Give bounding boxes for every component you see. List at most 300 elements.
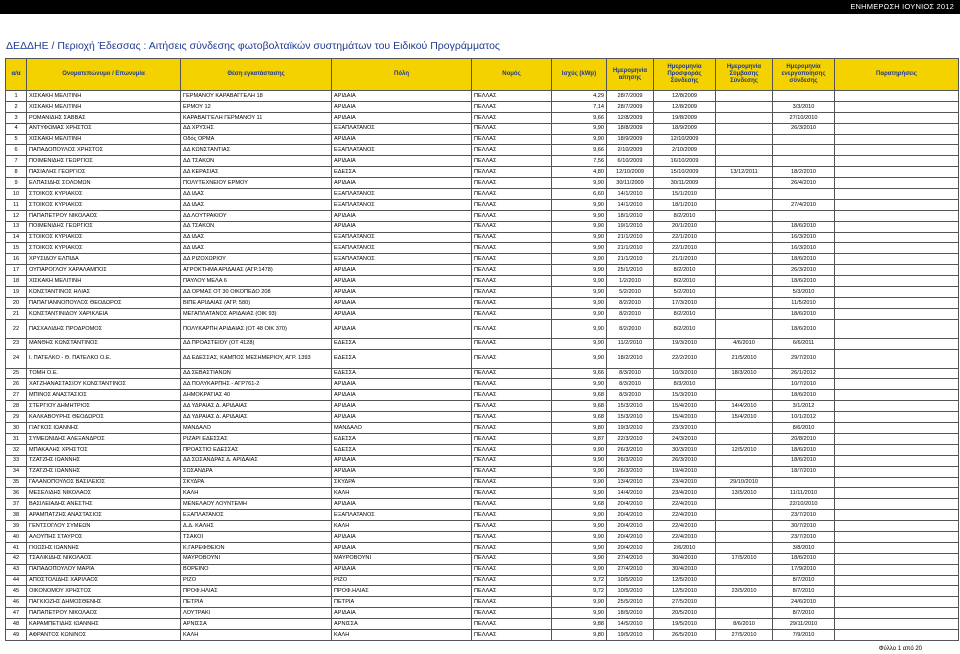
cell-city: ΑΡΙΔΑΙΑ — [332, 287, 472, 298]
cell-remarks — [835, 221, 959, 232]
cell-contract-date — [716, 455, 773, 466]
cell-activation-date: 8/7/2010 — [773, 586, 835, 597]
cell-power: 9,90 — [552, 319, 607, 338]
cell-city: ΑΡΙΔΑΙΑ — [332, 265, 472, 276]
cell-offer-date: 17/3/2010 — [654, 297, 716, 308]
cell-city: ΑΡΙΔΑΙΑ — [332, 542, 472, 553]
cell-activation-date: 18/2/2010 — [773, 167, 835, 178]
cell-city: ΕΔΕΣΣΑ — [332, 167, 472, 178]
cell-aa: 22 — [6, 319, 27, 338]
cell-application-date: 30/11/2009 — [607, 178, 654, 189]
cell-location: ΚΑΡΑΒΑΓΓΕΛΗ ΓΕΡΜΑΝΟΥ 11 — [181, 112, 332, 123]
cell-name: ΚΑΡΑΜΠΕΤΙΔΗΣ ΙΩΑΝΝΗΣ — [27, 619, 181, 630]
table-row — [6, 156, 959, 167]
cell-remarks — [835, 167, 959, 178]
cell-contract-date: 23/5/2010 — [716, 586, 773, 597]
cell-application-date: 8/3/2010 — [607, 379, 654, 390]
cell-aa: 44 — [6, 575, 27, 586]
cell-city: ΠΕΤΡΙΑ — [332, 597, 472, 608]
table-row — [6, 575, 959, 586]
cell-offer-date: 23/4/2010 — [654, 477, 716, 488]
cell-application-date: 15/3/2010 — [607, 412, 654, 423]
cell-remarks — [835, 349, 959, 368]
cell-name: ΤΖΑΤΖΗΣ ΙΩΑΝΝΗΣ — [27, 455, 181, 466]
cell-location: ΔΔ ΥΔΡΑΙΑΣ Δ. ΑΡΙΔΑΙΑΣ — [181, 412, 332, 423]
table-row — [6, 499, 959, 510]
cell-name: ΠΑΠΑΔΟΠΟΥΛΟΣ ΧΡΗΣΤΟΣ — [27, 145, 181, 156]
cell-remarks — [835, 608, 959, 619]
cell-city: ΑΡΙΔΑΙΑ — [332, 401, 472, 412]
cell-remarks — [835, 308, 959, 319]
cell-power: 9,90 — [552, 444, 607, 455]
cell-offer-date: 22/1/2010 — [654, 243, 716, 254]
cell-power: 6,60 — [552, 189, 607, 200]
cell-remarks — [835, 123, 959, 134]
cell-location: ΔΔ ΚΕΡΑΣΙΑΣ — [181, 167, 332, 178]
cell-application-date: 20/4/2010 — [607, 499, 654, 510]
cell-remarks — [835, 379, 959, 390]
cell-aa: 41 — [6, 542, 27, 553]
cell-power: 9,68 — [552, 499, 607, 510]
cell-city: ΑΡΙΔΑΙΑ — [332, 390, 472, 401]
table-row — [6, 401, 959, 412]
cell-application-date: 25/1/2010 — [607, 265, 654, 276]
cell-activation-date: 26/3/2010 — [773, 265, 835, 276]
cell-activation-date — [773, 134, 835, 145]
cell-name: ΟΙΚΟΝΟΜΟΥ ΧΡΗΣΤΟΣ — [27, 586, 181, 597]
cell-power: 9,90 — [552, 232, 607, 243]
cell-prefecture: ΠΕΛΛΑΣ — [472, 477, 552, 488]
cell-remarks — [835, 499, 959, 510]
cell-power: 9,90 — [552, 510, 607, 521]
cell-activation-date: 10/7/2010 — [773, 379, 835, 390]
cell-name: ΚΩΝΣΤΑΝΤΙΝΙΔΟΥ ΧΑΡΙΚΛΕΙΑ — [27, 308, 181, 319]
cell-city: ΑΡΝΙΣΣΑ — [332, 619, 472, 630]
cell-activation-date: 18/6/2010 — [773, 221, 835, 232]
cell-location: ΕΞΑΠΛΑΤΑΝΟΣ — [181, 510, 332, 521]
cell-contract-date: 13/5/2010 — [716, 488, 773, 499]
cell-offer-date: 26/5/2010 — [654, 629, 716, 640]
cell-aa: 24 — [6, 349, 27, 368]
cell-name: ΠΑΠΑΔΟΠΟΥΛΟΥ ΜΑΡΙΑ — [27, 564, 181, 575]
cell-city: ΑΡΙΔΑΙΑ — [332, 210, 472, 221]
cell-application-date: 26/3/2010 — [607, 444, 654, 455]
cell-location: ΣΩΣΑΝΔΡΑ — [181, 466, 332, 477]
cell-aa: 33 — [6, 455, 27, 466]
cell-power: 9,90 — [552, 455, 607, 466]
cell-activation-date: 18/6/2010 — [773, 276, 835, 287]
cell-remarks — [835, 297, 959, 308]
table-row — [6, 308, 959, 319]
cell-activation-date: 16/3/2010 — [773, 243, 835, 254]
cell-contract-date — [716, 379, 773, 390]
cell-offer-date: 15/4/2010 — [654, 401, 716, 412]
cell-application-date: 18/9/2009 — [607, 134, 654, 145]
table-row — [6, 597, 959, 608]
cell-name: ΣΤΟΙΚΟΣ ΚΥΡΙΑΚΟΣ — [27, 189, 181, 200]
cell-city: ΕΞΑΠΛΑΤΑΝΟΣ — [332, 243, 472, 254]
cell-power: 9,90 — [552, 379, 607, 390]
cell-power: 9,68 — [552, 401, 607, 412]
cell-aa: 19 — [6, 287, 27, 298]
cell-application-date: 6/10/2009 — [607, 156, 654, 167]
cell-name: ΠΑΣΙΑΛΗΣ ΓΕΩΡΓΙΟΣ — [27, 167, 181, 178]
update-banner-label: ΕΝΗΜΕΡΩΣΗ ΙΟΥΝΙΟΣ 2012 — [850, 2, 954, 11]
cell-remarks — [835, 455, 959, 466]
cell-name: ΣΥΜΕΩΝΙΔΗΣ ΑΛΕΞΑΝΔΡΟΣ — [27, 433, 181, 444]
cell-activation-date: 7/9/2010 — [773, 629, 835, 640]
col-header-location: Θέση εγκατάστασης — [181, 59, 332, 91]
cell-location: ΔΔ ΤΣΑΚΩΝ — [181, 156, 332, 167]
cell-prefecture: ΠΕΛΛΑΣ — [472, 265, 552, 276]
cell-location: Δ.Δ. ΚΑΛΗΣ — [181, 521, 332, 532]
cell-power: 9,90 — [552, 531, 607, 542]
cell-power: 9,68 — [552, 390, 607, 401]
cell-activation-date: 20/8/2010 — [773, 433, 835, 444]
cell-power: 9,66 — [552, 112, 607, 123]
cell-remarks — [835, 531, 959, 542]
cell-power: 9,90 — [552, 265, 607, 276]
cell-contract-date: 27/5/2010 — [716, 629, 773, 640]
table-row — [6, 629, 959, 640]
cell-application-date: 27/4/2010 — [607, 564, 654, 575]
cell-application-date: 19/3/2010 — [607, 423, 654, 434]
cell-remarks — [835, 488, 959, 499]
cell-power: 9,90 — [552, 221, 607, 232]
cell-prefecture: ΠΕΛΛΑΣ — [472, 349, 552, 368]
table-row — [6, 433, 959, 444]
cell-location: ΠΕΤΡΙΑ — [181, 597, 332, 608]
cell-application-date: 15/3/2010 — [607, 401, 654, 412]
cell-contract-date — [716, 521, 773, 532]
cell-application-date: 21/1/2010 — [607, 232, 654, 243]
cell-name: ΟΥΠΑΡΟΓΛΟΥ ΧΑΡΑΛΑΜΠΟΣ — [27, 265, 181, 276]
top-banner — [0, 0, 960, 14]
cell-activation-date: 18/6/2010 — [773, 254, 835, 265]
cell-location: ΚΑΛΗ — [181, 488, 332, 499]
cell-aa: 11 — [6, 199, 27, 210]
cell-activation-date: 18/6/2010 — [773, 455, 835, 466]
page-title: ΔΕΔΔΗΕ / Περιοχή Έδεσσας : Αιτήσεις σύνδεσης φωτοβολταϊκών συστημάτων του Ειδικού Προγράμματος — [6, 40, 500, 52]
cell-name: ΠΑΠΑΓΙΑΝΝΟΠΟΥΛΟΣ ΘΕΟΔΩΡΟΣ — [27, 297, 181, 308]
cell-application-date: 18/8/2009 — [607, 123, 654, 134]
cell-application-date: 12/8/2009 — [607, 112, 654, 123]
cell-offer-date: 30/4/2010 — [654, 553, 716, 564]
cell-power: 9,88 — [552, 619, 607, 630]
cell-remarks — [835, 112, 959, 123]
cell-activation-date: 8/6/2010 — [773, 423, 835, 434]
cell-offer-date: 12/8/2009 — [654, 91, 716, 102]
cell-aa: 40 — [6, 531, 27, 542]
cell-application-date: 8/2/2010 — [607, 308, 654, 319]
cell-location: ΔΔ ΚΩΝΣΤΑΝΤΙΑΣ — [181, 145, 332, 156]
table-row — [6, 553, 959, 564]
cell-application-date: 10/5/2010 — [607, 575, 654, 586]
cell-location: Οδός ΟΡΜΑ — [181, 134, 332, 145]
cell-remarks — [835, 156, 959, 167]
cell-contract-date — [716, 319, 773, 338]
cell-contract-date — [716, 608, 773, 619]
cell-location: ΔΔ ΣΕΒΑΣΤΙΑΝΩΝ — [181, 368, 332, 379]
cell-application-date: 21/1/2010 — [607, 243, 654, 254]
cell-offer-date: 22/4/2010 — [654, 531, 716, 542]
table-row — [6, 477, 959, 488]
cell-name: ΠΟΙΜΕΝΙΔΗΣ ΓΕΩΡΓΙΟΣ — [27, 221, 181, 232]
cell-location: ΠΟΛΥΚΑΡΠΗ ΑΡΙΔΑΙΑΣ (ΟΤ 48 ΟΙΚ 370) — [181, 319, 332, 338]
col-header-activation-date: Ημερομηνία ενεργοποίησης σύνδεσης — [773, 59, 835, 91]
cell-activation-date: 10/1/2012 — [773, 412, 835, 423]
table-row — [6, 276, 959, 287]
cell-activation-date: 3/3/2010 — [773, 101, 835, 112]
cell-aa: 1 — [6, 91, 27, 102]
applications-table — [5, 58, 959, 641]
cell-aa: 34 — [6, 466, 27, 477]
cell-location: ΔΔ ΥΔΡΑΙΑΣ Δ. ΑΡΙΔΑΙΑΣ — [181, 401, 332, 412]
cell-city: ΑΡΙΔΑΙΑ — [332, 134, 472, 145]
cell-application-date: 28/7/2009 — [607, 91, 654, 102]
cell-city: ΕΞΑΠΛΑΤΑΝΟΣ — [332, 145, 472, 156]
cell-aa: 49 — [6, 629, 27, 640]
cell-remarks — [835, 597, 959, 608]
cell-offer-date: 30/11/2009 — [654, 178, 716, 189]
cell-location: ΠΟΛΥΤΕΧΝΕΙΟΥ ΕΡΜΟΥ — [181, 178, 332, 189]
cell-activation-date: 30/7/2010 — [773, 521, 835, 532]
table-row — [6, 297, 959, 308]
cell-offer-date: 10/3/2010 — [654, 368, 716, 379]
table-row — [6, 338, 959, 349]
cell-offer-date: 19/4/2010 — [654, 466, 716, 477]
cell-contract-date: 8/6/2010 — [716, 619, 773, 630]
cell-power: 4,80 — [552, 167, 607, 178]
cell-remarks — [835, 619, 959, 630]
cell-remarks — [835, 586, 959, 597]
cell-city: ΑΡΙΔΑΙΑ — [332, 156, 472, 167]
cell-city: ΑΡΙΔΑΙΑ — [332, 379, 472, 390]
cell-offer-date: 23/3/2010 — [654, 423, 716, 434]
cell-contract-date — [716, 112, 773, 123]
cell-aa: 2 — [6, 101, 27, 112]
cell-application-date: 8/2/2010 — [607, 319, 654, 338]
cell-aa: 48 — [6, 619, 27, 630]
cell-contract-date — [716, 189, 773, 200]
cell-offer-date: 15/3/2010 — [654, 390, 716, 401]
cell-offer-date: 30/3/2010 — [654, 444, 716, 455]
cell-location: ΚΑΛΗ — [181, 629, 332, 640]
cell-power: 9,87 — [552, 433, 607, 444]
cell-prefecture: ΠΕΛΛΑΣ — [472, 232, 552, 243]
table-header-row — [6, 59, 959, 91]
cell-name: ΣΤΟΙΚΟΣ ΚΥΡΙΑΚΟΣ — [27, 243, 181, 254]
table-row — [6, 91, 959, 102]
col-header-application-date: Ημερομηνία αίτησης — [607, 59, 654, 91]
cell-aa: 37 — [6, 499, 27, 510]
cell-offer-date: 8/2/2010 — [654, 265, 716, 276]
cell-activation-date: 18/6/2010 — [773, 308, 835, 319]
cell-remarks — [835, 510, 959, 521]
cell-name: ΣΤΟΙΚΟΣ ΚΥΡΙΑΚΟΣ — [27, 199, 181, 210]
cell-prefecture: ΠΕΛΛΑΣ — [472, 423, 552, 434]
cell-prefecture: ΠΕΛΛΑΣ — [472, 189, 552, 200]
table-row — [6, 112, 959, 123]
cell-offer-date: 8/2/2010 — [654, 276, 716, 287]
cell-city: ΑΡΙΔΑΙΑ — [332, 112, 472, 123]
cell-contract-date — [716, 254, 773, 265]
table-row — [6, 542, 959, 553]
cell-prefecture: ΠΕΛΛΑΣ — [472, 101, 552, 112]
cell-power: 9,80 — [552, 629, 607, 640]
cell-contract-date — [716, 466, 773, 477]
col-header-city: Πόλη — [332, 59, 472, 91]
cell-prefecture: ΠΕΛΛΑΣ — [472, 276, 552, 287]
cell-offer-date: 8/3/2010 — [654, 379, 716, 390]
cell-power: 9,90 — [552, 199, 607, 210]
cell-city: ΡΙΖΟ — [332, 575, 472, 586]
cell-remarks — [835, 232, 959, 243]
cell-name: ΧΙΣΚΑΚΗ ΜΕΛΙΤΙΝΗ — [27, 91, 181, 102]
cell-contract-date — [716, 531, 773, 542]
cell-name: ΧΡΥΣΙΔΟΥ ΕΛΠΙΔΑ — [27, 254, 181, 265]
cell-aa: 28 — [6, 401, 27, 412]
cell-activation-date: 26/4/2010 — [773, 178, 835, 189]
cell-activation-date: 22/10/2010 — [773, 499, 835, 510]
cell-activation-date: 18/7/2010 — [773, 466, 835, 477]
col-header-offer-date: Ημερομηνία Προσφοράς Σύνδεσης — [654, 59, 716, 91]
cell-remarks — [835, 542, 959, 553]
table-row — [6, 221, 959, 232]
cell-location: ΔΔ ΙΔΑΣ — [181, 199, 332, 210]
cell-power: 9,90 — [552, 477, 607, 488]
cell-city: ΕΞΑΠΛΑΤΑΝΟΣ — [332, 123, 472, 134]
cell-prefecture: ΠΕΛΛΑΣ — [472, 629, 552, 640]
cell-remarks — [835, 629, 959, 640]
cell-aa: 8 — [6, 167, 27, 178]
cell-offer-date: 2/10/2009 — [654, 145, 716, 156]
cell-city: ΕΔΕΣΣΑ — [332, 444, 472, 455]
cell-name: ΓΙΑΓΚΟΣ ΙΩΑΝΝΗΣ — [27, 423, 181, 434]
cell-aa: 21 — [6, 308, 27, 319]
cell-activation-date: 16/3/2010 — [773, 232, 835, 243]
cell-location: ΔΔ ΤΣΑΚΩΝ — [181, 221, 332, 232]
cell-aa: 4 — [6, 123, 27, 134]
cell-activation-date: 26/3/2010 — [773, 123, 835, 134]
cell-location: ΠΑΥΛΟΥ ΜΕΛΑ 6 — [181, 276, 332, 287]
cell-name: ΣΤΕΡΓΙΟΥ ΔΗΜΗΤΡΙΟΣ — [27, 401, 181, 412]
cell-location: ΡΙΖΑΡΙ ΕΔΕΣΣΑΣ — [181, 433, 332, 444]
cell-offer-date: 12/8/2009 — [654, 101, 716, 112]
cell-activation-date: 29/7/2010 — [773, 349, 835, 368]
cell-location: ΔΔ ΟΡΜΑΣ ΟΤ 30 ΟΙΚΟΠΕΔΟ 208 — [181, 287, 332, 298]
cell-prefecture: ΠΕΛΛΑΣ — [472, 608, 552, 619]
cell-remarks — [835, 91, 959, 102]
cell-city: ΑΡΙΔΑΙΑ — [332, 221, 472, 232]
cell-power: 9,90 — [552, 608, 607, 619]
cell-contract-date: 12/5/2010 — [716, 444, 773, 455]
cell-name: ΤΖΑΤΖΗΣ ΙΩΑΝΝΗΣ — [27, 466, 181, 477]
cell-aa: 35 — [6, 477, 27, 488]
cell-city: ΑΡΙΔΑΙΑ — [332, 319, 472, 338]
cell-remarks — [835, 276, 959, 287]
cell-prefecture: ΠΕΛΛΑΣ — [472, 542, 552, 553]
cell-prefecture: ΠΕΛΛΑΣ — [472, 112, 552, 123]
cell-city: ΕΔΕΣΣΑ — [332, 349, 472, 368]
cell-location: ΒΟΡΕΙΝΟ — [181, 564, 332, 575]
cell-activation-date: 26/1/2012 — [773, 368, 835, 379]
cell-application-date: 22/3/2010 — [607, 433, 654, 444]
cell-remarks — [835, 433, 959, 444]
cell-location: ΜΑΝΔΑΛΟ — [181, 423, 332, 434]
cell-power: 9,90 — [552, 466, 607, 477]
cell-aa: 26 — [6, 379, 27, 390]
cell-aa: 9 — [6, 178, 27, 189]
cell-prefecture: ΠΕΛΛΑΣ — [472, 221, 552, 232]
cell-offer-date: 22/4/2010 — [654, 510, 716, 521]
col-header-name: Ονοματεπώνυμο / Επωνυμία — [27, 59, 181, 91]
cell-name: ΒΑΣΙΛΕΙΑΔΗΣ ΑΝΕΣΤΗΣ — [27, 499, 181, 510]
cell-offer-date: 22/2/2010 — [654, 349, 716, 368]
cell-prefecture: ΠΕΛΛΑΣ — [472, 319, 552, 338]
cell-remarks — [835, 319, 959, 338]
cell-application-date: 18/2/2010 — [607, 349, 654, 368]
cell-contract-date: 14/4/2010 — [716, 401, 773, 412]
cell-remarks — [835, 101, 959, 112]
cell-name: ΚΑΛΚΑΒΟΥΡΗΣ ΘΕΟΔΩΡΟΣ — [27, 412, 181, 423]
col-header-remarks: Παρατηρήσεις — [835, 59, 959, 91]
cell-aa: 18 — [6, 276, 27, 287]
cell-application-date: 13/4/2010 — [607, 477, 654, 488]
cell-prefecture: ΠΕΛΛΑΣ — [472, 444, 552, 455]
cell-aa: 31 — [6, 433, 27, 444]
cell-offer-date: 22/1/2010 — [654, 232, 716, 243]
cell-city: ΑΡΙΔΑΙΑ — [332, 531, 472, 542]
table-row — [6, 189, 959, 200]
col-header-aa: α/α — [6, 59, 27, 91]
cell-aa: 10 — [6, 189, 27, 200]
cell-contract-date — [716, 134, 773, 145]
cell-location: ΜΑΥΡΟΒΟΥΝΙ — [181, 553, 332, 564]
cell-aa: 25 — [6, 368, 27, 379]
cell-aa: 36 — [6, 488, 27, 499]
col-header-contract-date: Ημερομηνία Σύμβασης Σύνδεσης — [716, 59, 773, 91]
cell-location: ΠΡΟΑΣΤΙΟ ΕΔΕΣΣΑΣ — [181, 444, 332, 455]
cell-contract-date — [716, 423, 773, 434]
page-footer: Φύλλο 1 από 20 — [878, 646, 922, 652]
cell-activation-date: 3/1/2012 — [773, 401, 835, 412]
cell-prefecture: ΠΕΛΛΑΣ — [472, 553, 552, 564]
cell-name: ΧΙΣΚΑΚΗ ΜΕΛΙΤΙΝΗ — [27, 101, 181, 112]
cell-offer-date: 16/10/2009 — [654, 156, 716, 167]
cell-prefecture: ΠΕΛΛΑΣ — [472, 401, 552, 412]
cell-location: ΔΔ ΧΡΥΣΗΣ — [181, 123, 332, 134]
cell-application-date: 14/1/2010 — [607, 199, 654, 210]
cell-application-date: 19/1/2010 — [607, 221, 654, 232]
cell-contract-date: 21/5/2010 — [716, 349, 773, 368]
cell-location: ΜΕΓΑΠΛΑΤΑΝΟΣ ΑΡΙΔΑΙΑΣ (ΟΙΚ 93) — [181, 308, 332, 319]
cell-remarks — [835, 287, 959, 298]
cell-name: ΧΙΣΚΑΚΗ ΜΕΛΙΤΙΝΗ — [27, 276, 181, 287]
cell-aa: 30 — [6, 423, 27, 434]
cell-location: ΛΟΥΤΡΑΚΙ — [181, 608, 332, 619]
table-row — [6, 145, 959, 156]
cell-name: ΑΠΟΣΤΟΛΙΔΗΣ ΧΑΡΙΛΑΟΣ — [27, 575, 181, 586]
cell-city: ΕΔΕΣΣΑ — [332, 338, 472, 349]
cell-contract-date: 4/6/2010 — [716, 338, 773, 349]
table-row — [6, 178, 959, 189]
cell-aa: 29 — [6, 412, 27, 423]
table-row — [6, 167, 959, 178]
cell-location: ΔΔ ΡΙΖΟΧΩΡΙΟΥ — [181, 254, 332, 265]
cell-activation-date: 18/6/2010 — [773, 553, 835, 564]
cell-remarks — [835, 412, 959, 423]
